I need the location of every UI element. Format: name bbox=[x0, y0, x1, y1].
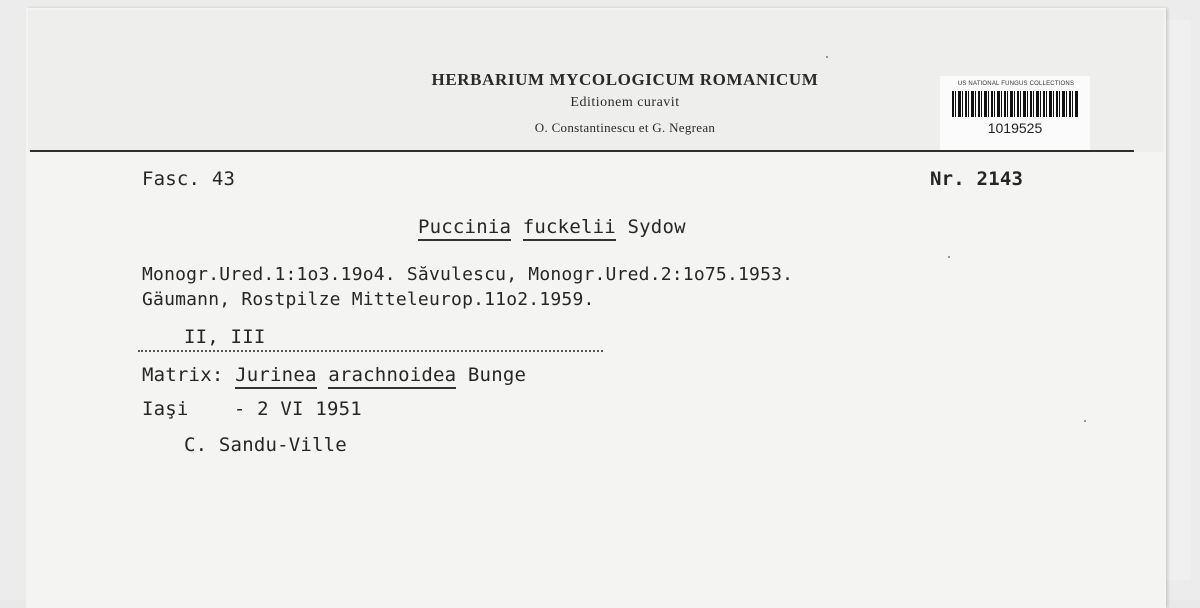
literature-line-2: Gäumann, Rostpilze Mitteleurop.11o2.1959. bbox=[142, 289, 595, 310]
speck bbox=[826, 56, 828, 58]
collector-name: C. Sandu-Ville bbox=[184, 434, 347, 456]
herbarium-editors: O. Constantinescu et G. Negrean bbox=[534, 120, 716, 135]
species-name bbox=[418, 216, 686, 238]
spore-stages: II, III bbox=[184, 326, 266, 348]
species-author: Sydow bbox=[627, 216, 686, 238]
barcode-number: 1019525 bbox=[987, 120, 1043, 136]
literature-line-1: Monogr.Ured.1:1o3.19o4. Săvulescu, Monogr.Ured.2:1o75.1953. bbox=[142, 264, 794, 285]
barcode-caption: US NATIONAL FUNGUS COLLECTIONS bbox=[957, 81, 1075, 87]
specimen-number: Nr. 2143 bbox=[930, 168, 1024, 190]
herbarium-subtitle: Editionem curavit bbox=[570, 95, 680, 110]
host-matrix bbox=[142, 364, 526, 386]
locality: Iaşi bbox=[142, 398, 189, 420]
barcode-icon bbox=[952, 91, 1078, 117]
host-author: Bunge bbox=[467, 364, 527, 386]
locality-date bbox=[142, 398, 362, 420]
fascicle-number: Fasc. 43 bbox=[142, 168, 236, 190]
barcode-label bbox=[940, 76, 1090, 152]
speck bbox=[1084, 420, 1086, 422]
dotted-divider bbox=[138, 350, 603, 352]
speck bbox=[948, 256, 950, 258]
collection-date: - 2 VI 1951 bbox=[233, 398, 362, 420]
matrix-prefix: Matrix: bbox=[142, 364, 224, 386]
species-genus: Puccinia bbox=[418, 216, 511, 241]
host-genus: Jurinea bbox=[235, 364, 316, 389]
header-divider bbox=[30, 150, 1134, 152]
herbarium-title: HERBARIUM MYCOLOGICUM ROMANICUM bbox=[431, 70, 819, 89]
host-epithet: arachnoidea bbox=[328, 364, 456, 389]
species-epithet: fuckelii bbox=[523, 216, 616, 241]
